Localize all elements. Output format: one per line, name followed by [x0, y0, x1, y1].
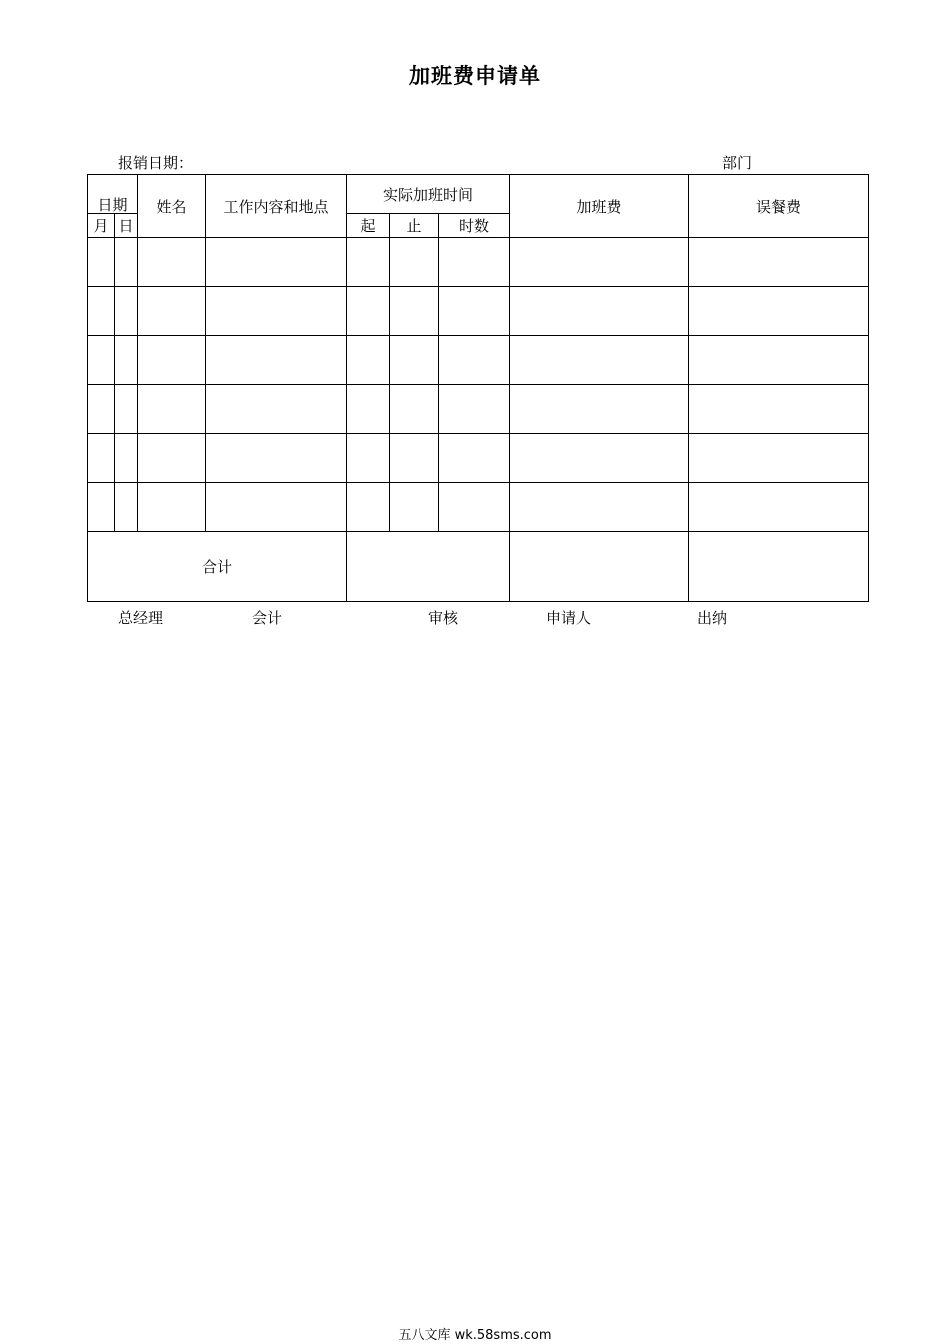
overtime-fee-cell[interactable] — [510, 238, 689, 287]
table-row — [88, 385, 869, 434]
name-cell[interactable] — [138, 483, 206, 532]
day-cell[interactable] — [115, 238, 138, 287]
overtime-fee-cell[interactable] — [510, 483, 689, 532]
name-header: 姓名 — [138, 175, 206, 238]
hours-cell[interactable] — [439, 336, 510, 385]
day-cell[interactable] — [115, 434, 138, 483]
meal-fee-cell[interactable] — [689, 483, 869, 532]
hours-cell[interactable] — [439, 385, 510, 434]
month-cell[interactable] — [88, 238, 115, 287]
end-cell[interactable] — [390, 336, 439, 385]
overtime-fee-cell[interactable] — [510, 385, 689, 434]
hours-cell[interactable] — [439, 483, 510, 532]
table-row — [88, 238, 869, 287]
work-content-cell[interactable] — [206, 434, 347, 483]
overtime-fee-cell[interactable] — [510, 434, 689, 483]
total-label: 合计 — [88, 532, 347, 602]
cashier-label: 出纳 — [697, 609, 728, 627]
work-content-cell[interactable] — [206, 385, 347, 434]
table-row — [88, 287, 869, 336]
meal-fee-cell[interactable] — [689, 287, 869, 336]
month-cell[interactable] — [88, 336, 115, 385]
review-label: 审核 — [428, 609, 459, 627]
general-manager-label: 总经理 — [118, 609, 164, 627]
start-header: 起 — [347, 214, 390, 238]
meal-fee-cell[interactable] — [689, 385, 869, 434]
work-content-cell[interactable] — [206, 287, 347, 336]
month-cell[interactable] — [88, 287, 115, 336]
day-cell[interactable] — [115, 385, 138, 434]
day-header: 日 — [115, 214, 138, 238]
total-time-cell[interactable] — [347, 532, 510, 602]
table-row — [88, 336, 869, 385]
end-cell[interactable] — [390, 434, 439, 483]
accountant-label: 会计 — [252, 609, 283, 627]
name-cell[interactable] — [138, 385, 206, 434]
name-cell[interactable] — [138, 238, 206, 287]
actual-overtime-header: 实际加班时间 — [347, 175, 510, 214]
work-content-cell[interactable] — [206, 336, 347, 385]
day-cell[interactable] — [115, 287, 138, 336]
hours-cell[interactable] — [439, 434, 510, 483]
overtime-fee-header: 加班费 — [510, 175, 689, 238]
start-cell[interactable] — [347, 385, 390, 434]
header-row-1 — [88, 175, 869, 214]
end-header: 止 — [390, 214, 439, 238]
total-row — [88, 532, 869, 602]
end-cell[interactable] — [390, 483, 439, 532]
hours-header: 时数 — [439, 214, 510, 238]
work-content-cell[interactable] — [206, 238, 347, 287]
start-cell[interactable] — [347, 434, 390, 483]
date-label: 报销日期： — [118, 154, 194, 172]
month-cell[interactable] — [88, 483, 115, 532]
month-header: 月 — [88, 214, 115, 238]
overtime-form-table — [87, 174, 869, 602]
name-cell[interactable] — [138, 336, 206, 385]
department-label: 部门 — [722, 154, 753, 172]
name-cell[interactable] — [138, 287, 206, 336]
meal-fee-cell[interactable] — [689, 336, 869, 385]
month-cell[interactable] — [88, 434, 115, 483]
meal-fee-header: 误餐费 — [689, 175, 869, 238]
day-cell[interactable] — [115, 336, 138, 385]
overtime-fee-cell[interactable] — [510, 287, 689, 336]
start-cell[interactable] — [347, 483, 390, 532]
hours-cell[interactable] — [439, 287, 510, 336]
month-cell[interactable] — [88, 385, 115, 434]
end-cell[interactable] — [390, 385, 439, 434]
table-row — [88, 434, 869, 483]
day-cell[interactable] — [115, 483, 138, 532]
end-cell[interactable] — [390, 287, 439, 336]
date-header: 日期 — [88, 175, 138, 214]
overtime-fee-cell[interactable] — [510, 336, 689, 385]
watermark-text: 五八文库 wk.58sms.com — [398, 1328, 552, 1343]
hours-cell[interactable] — [439, 238, 510, 287]
work-content-cell[interactable] — [206, 483, 347, 532]
start-cell[interactable] — [347, 287, 390, 336]
start-cell[interactable] — [347, 336, 390, 385]
name-cell[interactable] — [138, 434, 206, 483]
meal-fee-cell[interactable] — [689, 434, 869, 483]
work-content-header: 工作内容和地点 — [206, 175, 347, 238]
end-cell[interactable] — [390, 238, 439, 287]
meal-fee-cell[interactable] — [689, 238, 869, 287]
total-meal-fee-cell[interactable] — [689, 532, 869, 602]
form-title: 加班费申请单 — [409, 64, 541, 88]
start-cell[interactable] — [347, 238, 390, 287]
total-overtime-fee-cell[interactable] — [510, 532, 689, 602]
table-row — [88, 483, 869, 532]
applicant-label: 申请人 — [546, 609, 592, 627]
